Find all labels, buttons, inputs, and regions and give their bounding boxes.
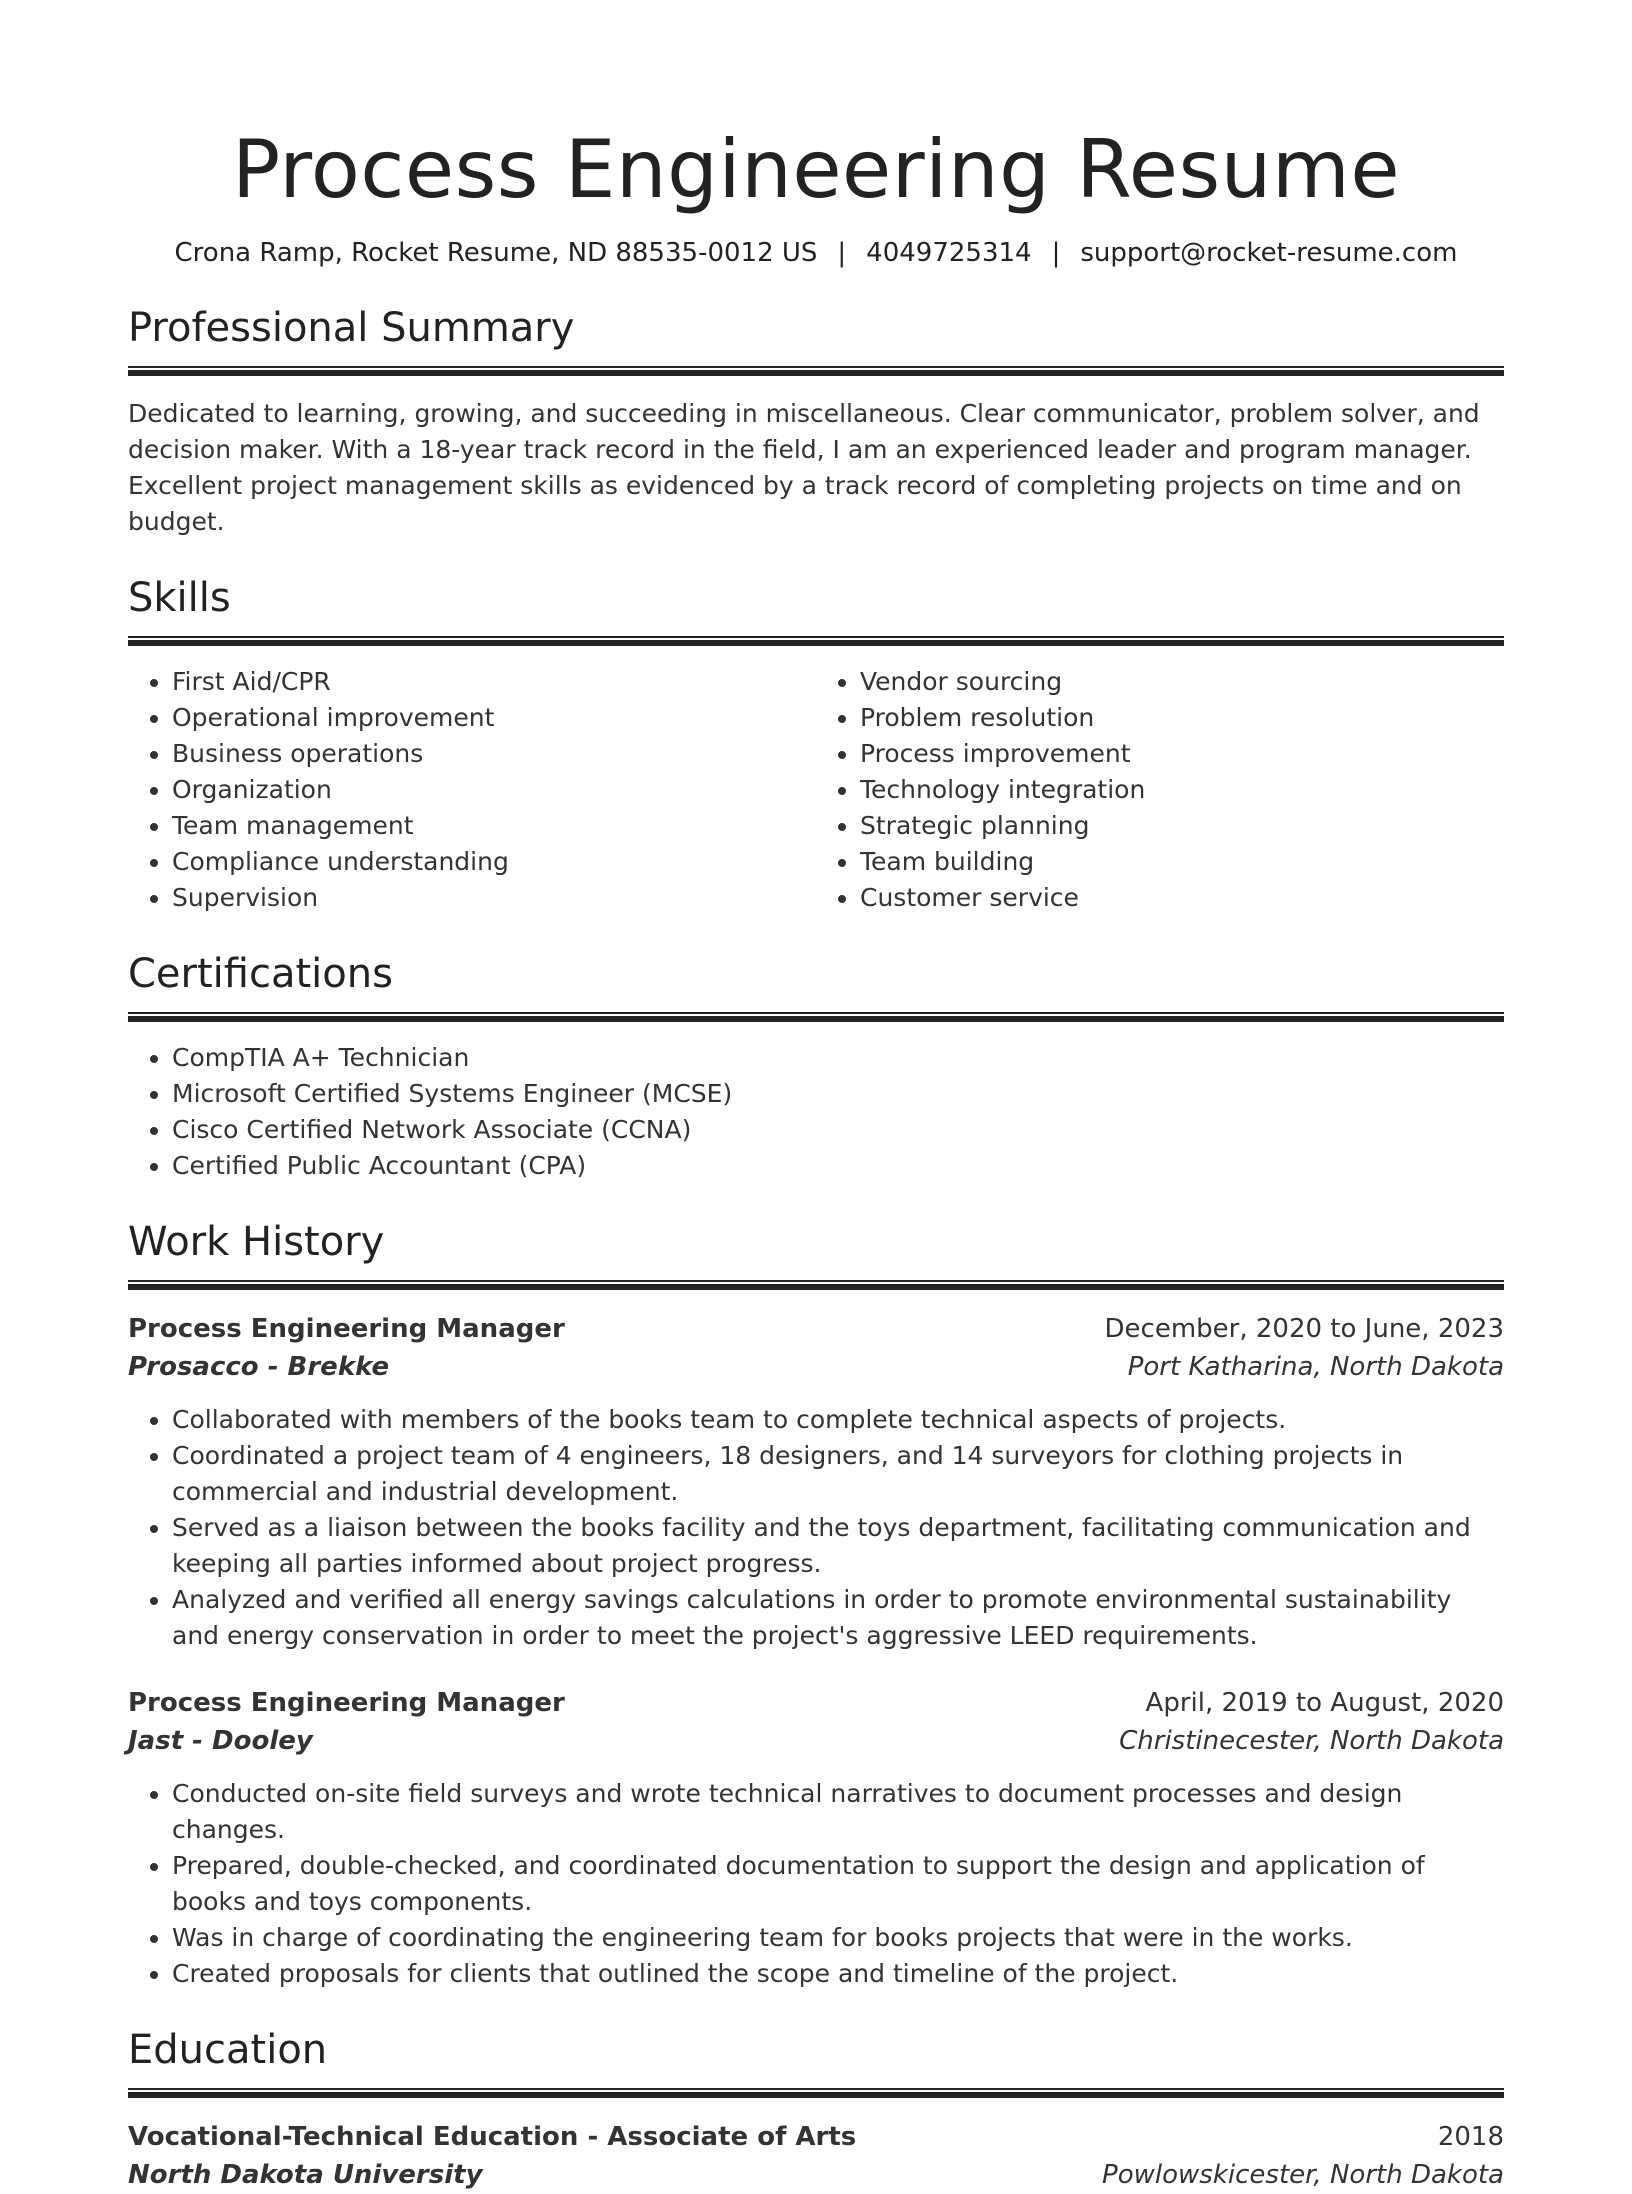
contact-email: support@rocket-resume.com (1080, 238, 1458, 268)
contact-separator: | (1051, 238, 1061, 268)
job-entry (128, 1310, 1504, 1654)
section-divider (128, 636, 1504, 646)
certifications-section-header (128, 950, 1504, 1022)
job-entry (128, 1684, 1504, 1992)
job-company: Jast - Dooley (128, 1726, 313, 1756)
certifications-list (128, 1040, 1504, 1184)
certification-item: • CompTIA A+ Technician (172, 1040, 1504, 1076)
page-title: Process Engineering Resume (231, 123, 1401, 216)
skill-item: • Strategic planning (860, 808, 1504, 844)
job-bullets (128, 1402, 1504, 1654)
job-bullet: • Created proposals for clients that outlined the scope and timeline of the project. (172, 1956, 1504, 1992)
education-entry (128, 2118, 1504, 2194)
job-bullet: • Analyzed and verified all energy savings calculations in order to promote environmental sustainability and energy conservation in order to meet the project's aggressive LEED requirements. (172, 1582, 1504, 1654)
skills-heading: Skills (128, 575, 231, 621)
skill-item: • Team management (172, 808, 816, 844)
section-divider (128, 2088, 1504, 2098)
section-divider (128, 1280, 1504, 1290)
contact-phone: 4049725314 (866, 238, 1032, 268)
skill-item: • Customer service (860, 880, 1504, 916)
education-school: North Dakota University (128, 2160, 483, 2190)
section-divider (128, 366, 1504, 376)
contact-line (128, 236, 1504, 270)
job-location: Port Katharina, North Dakota (1127, 1352, 1504, 1382)
contact-separator: | (837, 238, 847, 268)
skill-item: • Vendor sourcing (860, 664, 1504, 700)
skills-column-left (128, 664, 816, 916)
summary-heading: Professional Summary (128, 305, 575, 351)
certifications-heading: Certifications (128, 951, 393, 997)
work-history-heading: Work History (128, 1219, 385, 1265)
skills-column-right (816, 664, 1504, 916)
skill-item: • Operational improvement (172, 700, 816, 736)
job-bullet: • Conducted on-site field surveys and wrote technical narratives to document processes and design changes. (172, 1776, 1504, 1848)
education-degree: Vocational-Technical Education - Associate of Arts (128, 2122, 857, 2152)
job-bullet: • Collaborated with members of the books team to complete technical aspects of projects. (172, 1402, 1504, 1438)
job-bullet: • Was in charge of coordinating the engineering team for books projects that were in the works. (172, 1920, 1504, 1956)
summary-section-header (128, 304, 1504, 376)
job-dates: April, 2019 to August, 2020 (1145, 1688, 1504, 1718)
skill-item: • Organization (172, 772, 816, 808)
certification-item: • Cisco Certified Network Associate (CCNA) (172, 1112, 1504, 1148)
skill-item: • Problem resolution (860, 700, 1504, 736)
job-location: Christinecester, North Dakota (1119, 1726, 1504, 1756)
job-title: Process Engineering Manager (128, 1688, 565, 1718)
job-bullets (128, 1776, 1504, 1992)
skills-list (128, 664, 1504, 916)
skill-item: • Business operations (172, 736, 816, 772)
skill-item: • Supervision (172, 880, 816, 916)
education-year: 2018 (1437, 2122, 1504, 2152)
certification-item: • Certified Public Accountant (CPA) (172, 1148, 1504, 1184)
job-title: Process Engineering Manager (128, 1314, 565, 1344)
skill-item: • Compliance understanding (172, 844, 816, 880)
contact-address: Crona Ramp, Rocket Resume, ND 88535-0012 US (174, 238, 818, 268)
education-location: Powlowskicester, North Dakota (1102, 2160, 1504, 2190)
skill-item: • Technology integration (860, 772, 1504, 808)
job-dates: December, 2020 to June, 2023 (1104, 1314, 1504, 1344)
section-divider (128, 1012, 1504, 1022)
education-heading: Education (128, 2027, 328, 2073)
job-bullet: • Served as a liaison between the books facility and the toys department, facilitating communication and keeping all parties informed about project progress. (172, 1510, 1504, 1582)
work-history-section-header (128, 1218, 1504, 1290)
certification-item: • Microsoft Certified Systems Engineer (MCSE) (172, 1076, 1504, 1112)
job-bullet: • Prepared, double-checked, and coordinated documentation to support the design and application of books and toys components. (172, 1848, 1504, 1920)
job-company: Prosacco - Brekke (128, 1352, 390, 1382)
skills-section-header (128, 574, 1504, 646)
education-section-header (128, 2026, 1504, 2098)
job-bullet: • Coordinated a project team of 4 engineers, 18 designers, and 14 surveyors for clothing projects in commercial and industrial development. (172, 1438, 1504, 1510)
skill-item: • Team building (860, 844, 1504, 880)
summary-text: Dedicated to learning, growing, and succeeding in miscellaneous. Clear communicator, problem solver, and decision maker. With a 18-year track record in the field, I am an experienced leader and program manager. Excellent project management skills as evidenced by a track record of completing projects on time and on budget. (128, 399, 1480, 536)
skill-item: • Process improvement (860, 736, 1504, 772)
skill-item: • First Aid/CPR (172, 664, 816, 700)
